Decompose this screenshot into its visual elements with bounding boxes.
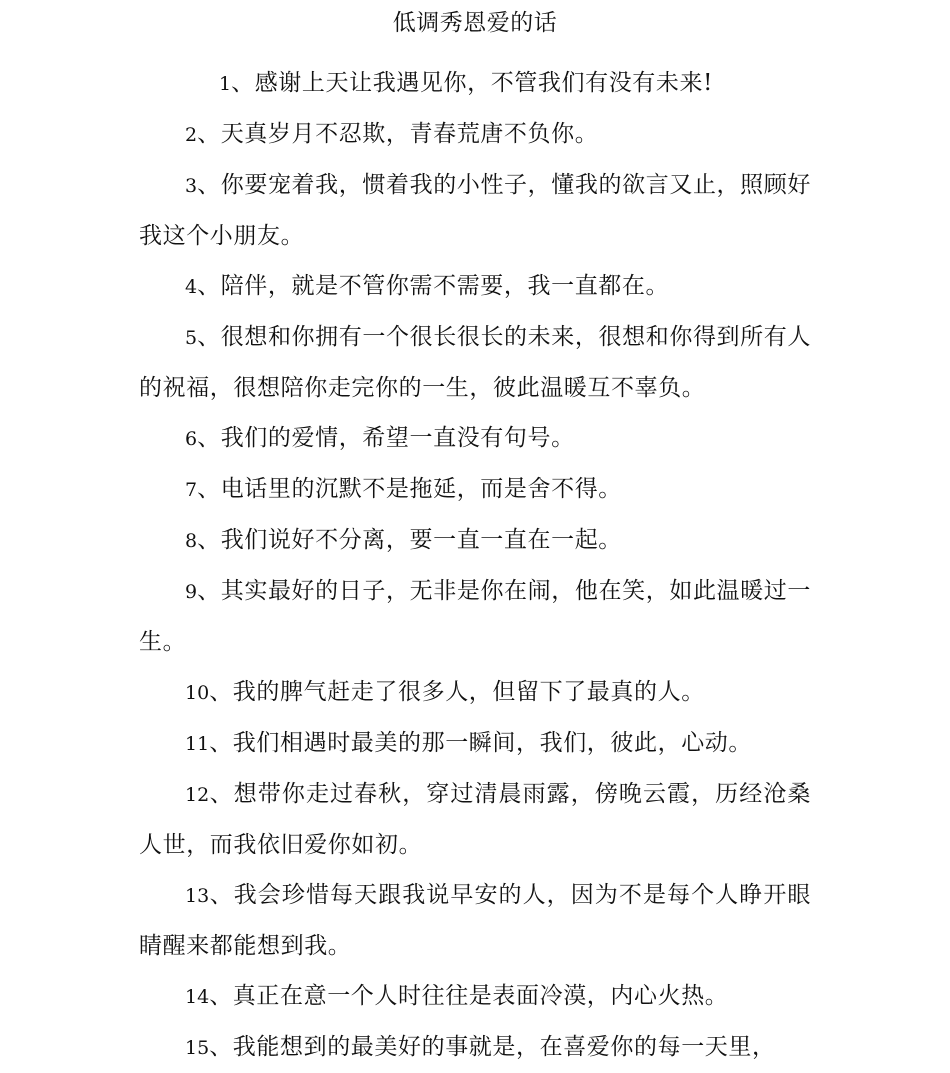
list-item	[139, 1022, 811, 1073]
item-separator: 、	[197, 172, 221, 198]
item-text: 天真岁月不忍欺，青春荒唐不负你。	[220, 121, 599, 147]
item-number: 6	[185, 428, 198, 450]
list-item	[139, 109, 811, 160]
item-text: 电话里的沉默不是拖延，而是舍不得。	[220, 476, 622, 502]
item-separator: 、	[197, 324, 221, 350]
item-number: 12	[185, 784, 210, 806]
item-text: 我的脾气赶走了很多人，但留下了最真的人。	[232, 679, 705, 705]
item-number: 7	[185, 479, 198, 501]
item-number: 9	[185, 581, 198, 603]
item-separator: 、	[197, 121, 221, 147]
list-item	[139, 58, 811, 109]
item-separator: 、	[197, 476, 221, 502]
item-text: 很想和你拥有一个很长很长的未来，很想和你得到所有人的祝福，很想陪你走完你的一生，彼此温暖互不辜负。	[139, 324, 811, 401]
item-text: 真正在意一个人时往往是表面冷漠，内心火热。	[232, 983, 729, 1009]
item-number: 14	[185, 986, 210, 1008]
item-separator: 、	[209, 679, 233, 705]
item-separator: 、	[197, 425, 221, 451]
item-text: 我们说好不分离，要一直一直在一起。	[220, 527, 622, 553]
item-number: 4	[185, 276, 198, 298]
item-separator: 、	[209, 882, 234, 908]
item-text: 我能想到的最美好的事就是，在喜爱你的每一天里，	[232, 1034, 776, 1060]
item-separator: 、	[209, 1034, 233, 1060]
list-item	[139, 160, 811, 261]
item-separator: 、	[209, 983, 233, 1009]
list-item	[139, 718, 811, 769]
document-title: 低调秀恩爱的话	[392, 10, 558, 36]
list-item	[139, 667, 811, 718]
list-item	[139, 870, 811, 971]
list-item	[139, 769, 811, 870]
list-item	[139, 971, 811, 1022]
item-text: 你要宠着我，惯着我的小性子，懂我的欲言又止，照顾好我这个小朋友。	[139, 172, 811, 249]
item-number: 10	[185, 682, 210, 704]
document-body	[139, 58, 811, 1073]
list-item	[139, 261, 811, 312]
item-separator: 、	[197, 578, 221, 604]
item-number: 1	[219, 73, 232, 95]
list-item	[139, 515, 811, 566]
item-number: 11	[185, 733, 210, 755]
item-text: 我会珍惜每天跟我说早安的人，因为不是每个人睁开眼睛醒来都能想到我。	[139, 882, 811, 959]
item-number: 15	[185, 1037, 210, 1059]
item-text: 我们相遇时最美的那一瞬间，我们，彼此，心动。	[232, 730, 752, 756]
item-text: 感谢上天让我遇见你，不管我们有没有未来!	[254, 70, 713, 96]
item-number: 5	[185, 327, 198, 349]
list-item	[139, 566, 811, 667]
item-text: 其实最好的日子，无非是你在闹，他在笑，如此温暖过一生。	[139, 578, 811, 655]
item-text: 陪伴，就是不管你需不需要，我一直都在。	[220, 273, 670, 299]
item-separator: 、	[197, 273, 221, 299]
list-item	[139, 413, 811, 464]
item-separator: 、	[209, 730, 233, 756]
item-text: 我们的爱情，希望一直没有句号。	[220, 425, 575, 451]
item-number: 3	[185, 175, 198, 197]
item-text: 想带你走过春秋，穿过清晨雨露，傍晚云霞，历经沧桑人世，而我依旧爱你如初。	[139, 781, 811, 858]
item-separator: 、	[231, 70, 255, 96]
item-number: 13	[185, 885, 210, 907]
list-item	[139, 464, 811, 515]
item-number: 2	[185, 124, 198, 146]
list-item	[139, 312, 811, 413]
item-number: 8	[185, 530, 198, 552]
item-separator: 、	[197, 527, 221, 553]
item-separator: 、	[209, 781, 234, 807]
